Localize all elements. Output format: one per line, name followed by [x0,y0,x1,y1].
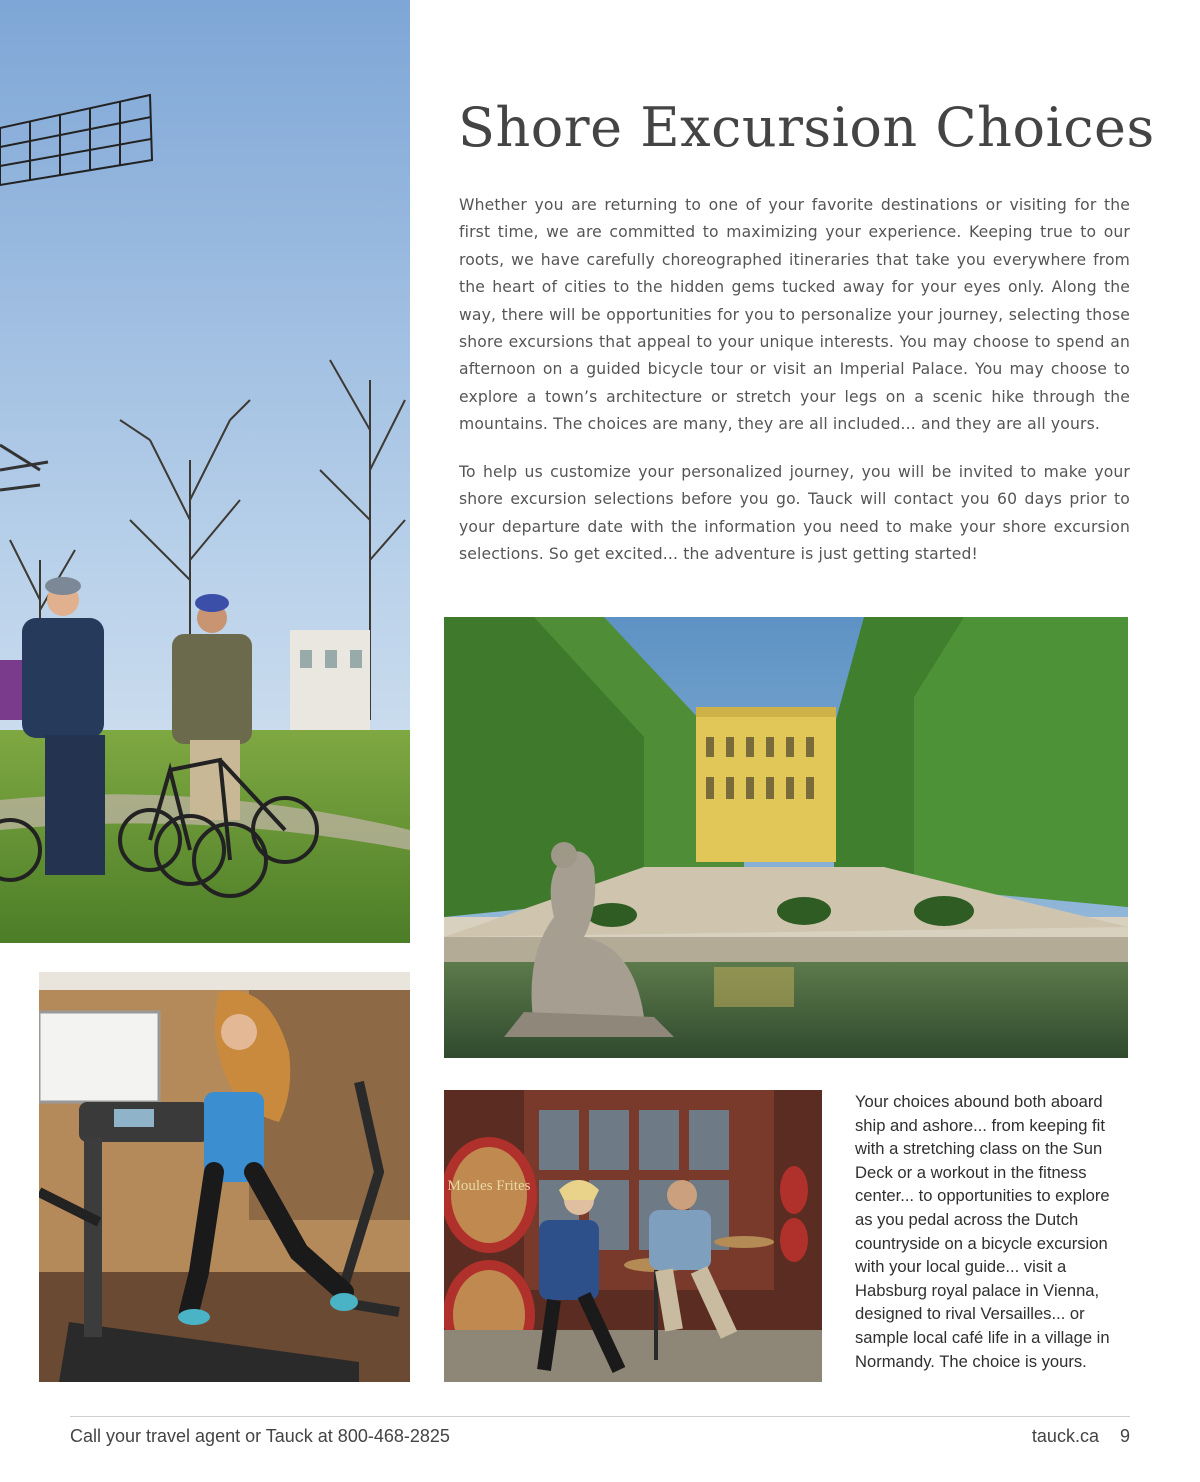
footer-website[interactable]: tauck.ca [1031,1426,1099,1446]
cafe-sign-text: Moules Frites [447,1178,531,1194]
fitness-center-photo [39,972,410,1382]
intro-paragraph: Whether you are returning to one of your favorite destinations or visiting for the first time, we are committed to maximizing your experience. Keeping true to our roots, we have carefully choreographed itineraries that take you everywhere from the heart of cities to the hidden gems tucked away for your eyes only. Along the way, there will be opportunities for you to personalize your journey, selecting those shore excursions that appeal to your unique interests. You may choose to spend an afternoon on a guided bicycle tour or visit an Imperial Palace. You may choose to explore a town’s architecture or stretch your legs on a scenic hike through the mountains. The choices are many, they are all included... and they are all yours. [459,196,1130,434]
footer-right [1032,1426,1130,1447]
page-number: 9 [1119,1426,1130,1446]
bicycle-tour-photo [0,0,410,943]
cafe-photo [444,1090,822,1382]
footer-divider [70,1416,1130,1417]
selection-paragraph: To help us customize your personalized journey, you will be invited to make your shore excursion selections before you go. Tauck will contact you 60 days prior to your departure date with the information you need to make your shore excursion selections. So get excited... the adventure is just getting started! [459,463,1130,564]
photo-caption: Your choices abound both aboard ship and ashore... from keeping fit with a stretching class on the Sun Deck or a workout in the fitness center... to opportunities to explore as you pedal across the Dutch countryside on a bicycle excursion with your local guide... visit a Habsburg royal palace in Vienna, designed to rival Versailles... or sample local café life in a village in Normandy. The choice is yours. [855,1092,1110,1371]
palace-garden-photo [444,617,1128,1058]
footer-call-text: Call your travel agent or Tauck at 800-468-2825 [70,1426,450,1446]
page-title: Shore Excursion Choices [458,96,1155,159]
